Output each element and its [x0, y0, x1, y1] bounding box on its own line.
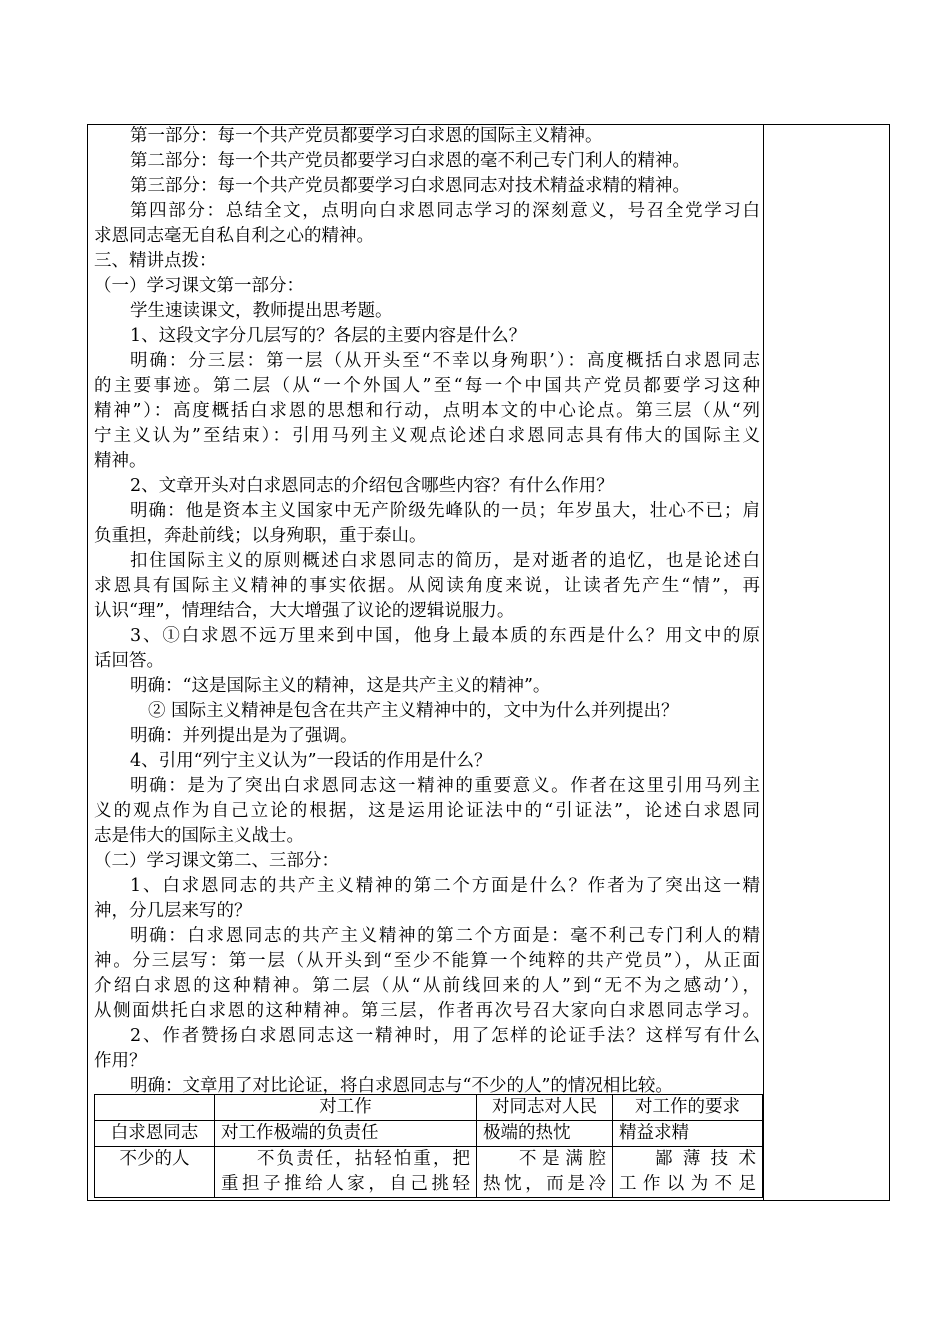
text-line: 第一部分：每一个共产党员都要学习白求恩的国际主义精神。 — [130, 126, 603, 146]
question-line: 作用？ — [94, 1051, 147, 1071]
cell-line: 重担子推给人家，自己挑轻 — [221, 1174, 470, 1194]
text-line: 第四部分：总结全文，点明向白求恩同志学习的深刻意义，号召全党学习白 — [130, 201, 760, 221]
question-line: 2、文章开头对白求恩同志的介绍包含哪些内容？有什么作用？ — [130, 476, 614, 496]
column-divider — [763, 124, 764, 1201]
table-cell: 白求恩同志 — [95, 1121, 215, 1147]
answer-line: 的主要事迹。第二层（从“一个外国人”至“每一个中国共产党员都要学习这种 — [94, 376, 760, 396]
table-row — [95, 1147, 763, 1198]
cell-line: 不是满腔 — [519, 1149, 606, 1169]
table-cell: 精益求精 — [613, 1121, 763, 1147]
answer-line: 精神”）：高度概括白求恩的思想和行动，点明本文的中心论点。第三层（从“列 — [94, 401, 760, 421]
table-cell: 对工作极端的负责任 — [215, 1121, 477, 1147]
answer-line: 负重担，奔赴前线；以身殉职，重于泰山。 — [94, 526, 427, 546]
answer-line: 宁主义认为”至结束）：引用马列主义观点论述白求恩同志具有伟大的国际主义 — [94, 426, 760, 446]
answer-line: 义的观点作为自己立论的根据，这是运用论证法中的“引证法”，论述白求恩同 — [94, 801, 760, 821]
table-row — [95, 1121, 763, 1147]
comparison-table — [94, 1094, 763, 1198]
answer-line: 介绍白求恩的这种精神。第二层（从“从前线回来的人”到“无不为之感动’）， — [94, 976, 760, 996]
text-line: 学生速读课文，教师提出思考题。 — [130, 301, 393, 321]
table-cell — [613, 1147, 763, 1198]
answer-line: 明确：他是资本主义国家中无产阶级先峰队的一员；年岁虽大，壮心不已；肩 — [130, 501, 760, 521]
table-header-cell: 对工作 — [215, 1095, 477, 1121]
text-line: 第三部分：每一个共产党员都要学习白求恩同志对技术精益求精的精神。 — [130, 176, 690, 196]
answer-line: 神。分三层写：第一层（从开头到“至少不能算一个纯粹的共产党员”），从正面 — [94, 951, 760, 971]
subsection-heading: （一）学习课文第一部分： — [94, 276, 304, 296]
question-line: ② 国际主义精神是包含在共产主义精神中的，文中为什么并列提出？ — [148, 701, 679, 721]
cell-line: 鄙薄技术 — [655, 1149, 756, 1169]
table-header-cell: 对工作的要求 — [613, 1095, 763, 1121]
cell-line: 热忱，而是冷 — [483, 1174, 606, 1194]
question-line: 4、引用“列宁主义认为”一段话的作用是什么？ — [130, 751, 492, 771]
question-line: 1、白求恩同志的共产主义精神的第二个方面是什么？作者为了突出这一精 — [130, 876, 760, 896]
question-line: 1、这段文字分几层写的？各层的主要内容是什么？ — [130, 326, 527, 346]
table-cell — [215, 1147, 477, 1198]
question-line: 2、作者赞扬白求恩同志这一精神时，用了怎样的论证手法？这样写有什么 — [130, 1026, 760, 1046]
answer-line: 志是伟大的国际主义战士。 — [94, 826, 304, 846]
table-header-cell — [95, 1095, 215, 1121]
answer-line: 明确：分三层：第一层（从开头至“不幸以身殉职’）：高度概括白求恩同志 — [130, 351, 760, 371]
answer-line: 明确：文章用了对比论证，将白求恩同志与“不少的人”的情况相比较。 — [130, 1076, 673, 1096]
cell-line: 工作以为不足 — [619, 1174, 756, 1194]
cell-line: 不负责任，拈轻怕重，把 — [257, 1149, 470, 1169]
section-heading: 三、精讲点拨： — [94, 251, 217, 271]
text-line: 求恩具有国际主义精神的事实依据。从阅读角度来说，让读者先产生“情”，再 — [94, 576, 760, 596]
answer-line: 明确：并列提出是为了强调。 — [130, 726, 358, 746]
text-line: 求恩同志毫无自私自利之心的精神。 — [94, 226, 374, 246]
subsection-heading: （二）学习课文第二、三部分： — [94, 851, 339, 871]
answer-line: 精神。 — [94, 451, 147, 471]
table-cell: 极端的热忱 — [477, 1121, 613, 1147]
table-cell — [477, 1147, 613, 1198]
main-text — [94, 124, 760, 1099]
question-line: 神，分几层来写的？ — [94, 901, 252, 921]
text-line: 认识“理”，情理结合，大大增强了议论的逻辑说服力。 — [94, 601, 515, 621]
question-line: 话回答。 — [94, 651, 164, 671]
answer-line: 从侧面烘托白求恩的这种精神。第三层，作者再次号召大家向白求恩同志学习。 — [94, 1001, 760, 1021]
table-header-cell: 对同志对人民 — [477, 1095, 613, 1121]
answer-line: 明确：白求恩同志的共产主义精神的第二个方面是：毫不利己专门利人的精 — [130, 926, 760, 946]
text-line: 扣住国际主义的原则概述白求恩同志的简历，是对逝者的追忆，也是论述白 — [130, 551, 760, 571]
answer-line: 明确：“这是国际主义的精神，这是共产主义的精神”。 — [130, 676, 551, 696]
answer-line: 明确：是为了突出白求恩同志这一精神的重要意义。作者在这里引用马列主 — [130, 776, 760, 796]
question-line: 3、①白求恩不远万里来到中国，他身上最本质的东西是什么？用文中的原 — [130, 626, 760, 646]
table-header-row — [95, 1095, 763, 1121]
text-line: 第二部分：每一个共产党员都要学习白求恩的毫不利己专门利人的精神。 — [130, 151, 690, 171]
table-cell: 不少的人 — [95, 1147, 215, 1198]
